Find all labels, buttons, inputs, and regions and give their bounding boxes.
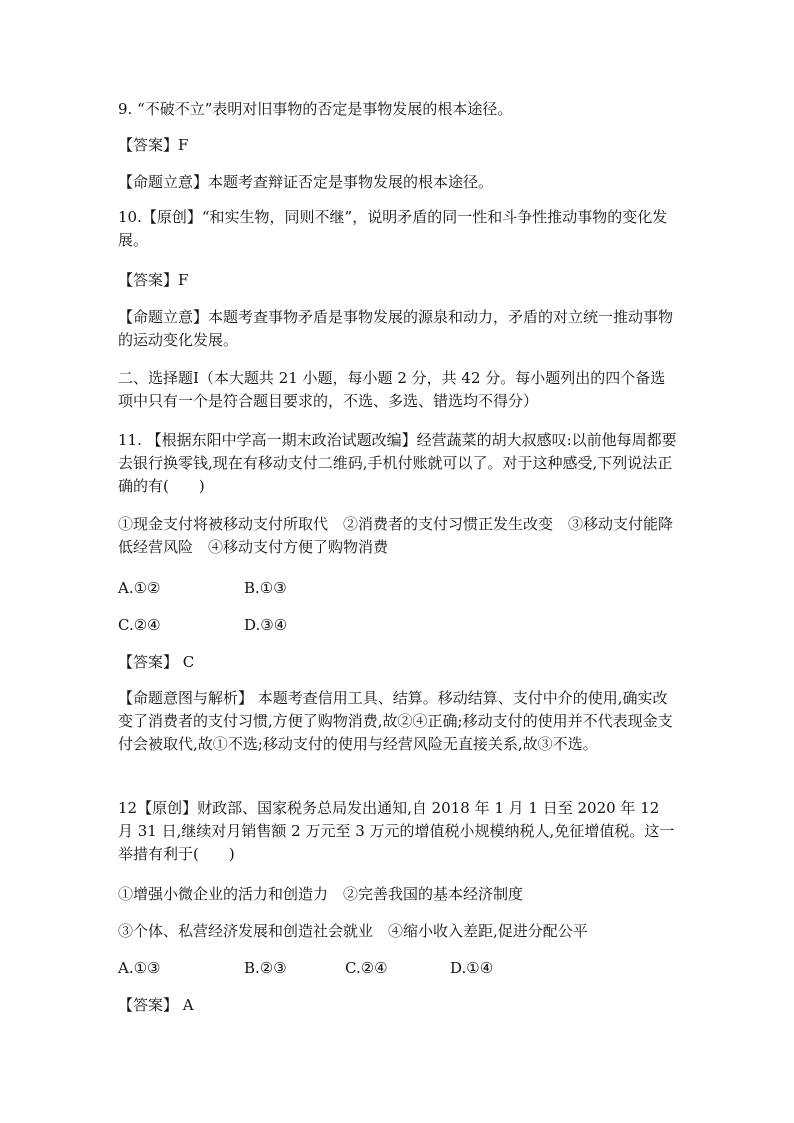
q12-option-c: C.②④: [345, 959, 388, 977]
q11-options-row-2: [118, 613, 678, 637]
q11-question: 11. 【根据东阳中学高一期末政治试题改编】经营蔬菜的胡大叔感叹:以前他每周都要去银行换零钱,现在有移动支付二维码,手机付账就可以了。对于这种感受,下列说法正确的有( ): [118, 431, 677, 495]
q11-options-row-1: [118, 576, 678, 600]
q11-statements: ①现金支付将被移动支付所取代 ②消费者的支付习惯正发生改变 ③移动支付能降低经营风险 ④移动支付方便了购物消费: [118, 515, 674, 556]
q11-option-b: B.①③: [244, 579, 287, 597]
q11-answer: 【答案】 C: [118, 653, 195, 671]
q11-analysis: 【命题意图与解析】 本题考查信用工具、结算。移动结算、支付中介的使用,确实改变了消费者的支付习惯,方便了购物消费,故②④正确;移动支付的使用并不代表现金支付会被取代,故①不选;移动支付的使用与经营风险无直接关系,故③不选。: [118, 689, 673, 753]
section2-heading: 二、选择题Ⅰ（本大题共 21 小题，每小题 2 分，共 42 分。每小题列出的四个备选项中只有一个是符合题目要求的，不选、多选、错选均不得分）: [118, 369, 666, 410]
q9-question: 9. “不破不立”表明对旧事物的否定是事物发展的根本途径。: [118, 100, 513, 118]
q11-option-d: D.③④: [244, 616, 288, 634]
q11-option-a: A.①②: [118, 579, 161, 597]
q12-option-b: B.②③: [244, 959, 287, 977]
q9-intent: 【命题立意】本题考查辩证否定是事物发展的根本途径。: [118, 173, 494, 191]
q12-answer: 【答案】 A: [118, 996, 194, 1014]
q12-option-d: D.①④: [450, 959, 494, 977]
q12-options-row: [118, 956, 678, 980]
q12-question: 12【原创】财政部、国家税务总局发出通知,自 2018 年 1 月 1 日至 2020 年 12 月 31 日,继续对月销售额 2 万元至 3 万元的增值税小规模纳税人,免征增值税。这一举措有利于( ): [118, 799, 675, 863]
q10-question: 10.【原创】“和实生物，同则不继”，说明矛盾的同一性和斗争性推动事物的变化发展。: [118, 208, 668, 249]
q10-intent: 【命题立意】本题考查事物矛盾是事物发展的源泉和动力，矛盾的对立统一推动事物的运动变化发展。: [118, 308, 674, 349]
q12-statements-line-1: ①增强小微企业的活力和创造力 ②完善我国的基本经济制度: [118, 885, 524, 903]
q10-answer: 【答案】F: [118, 271, 189, 289]
q9-answer: 【答案】F: [118, 136, 189, 154]
q12-statements-line-2: ③个体、私营经济发展和创造社会就业 ④缩小收入差距,促进分配公平: [118, 922, 588, 940]
q12-option-a: A.①③: [118, 959, 161, 977]
q11-option-c: C.②④: [118, 616, 161, 634]
